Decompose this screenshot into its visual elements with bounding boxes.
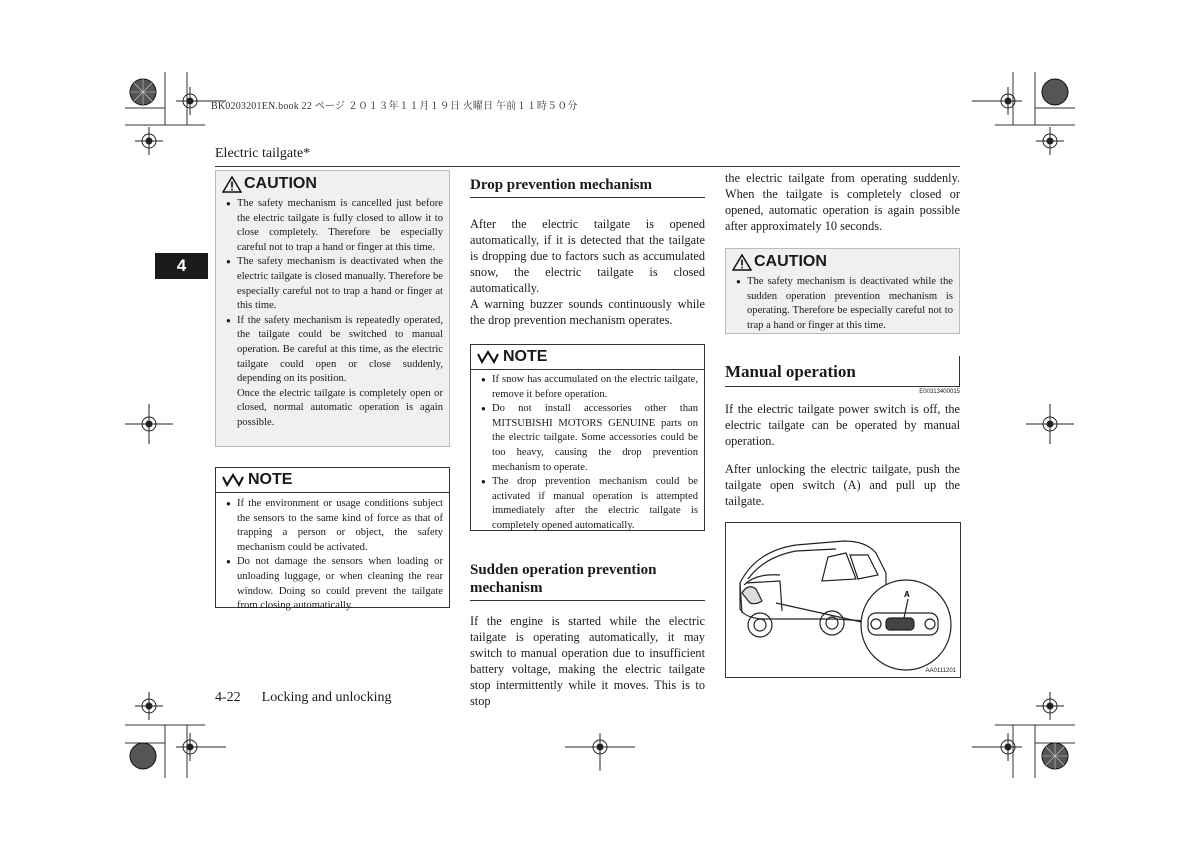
- list-item: ● Do not install accessories other than MITSUBISHI MOTORS GENUINE parts on the electric tailgate. Some accessories could be too heavy, causing the drop prevention mechanism to operate.: [481, 402, 698, 475]
- list-item: ● The drop prevention mechanism could be activated if manual operation is attempted immediately after the electric tailgate is completely opened automatically.: [481, 475, 698, 533]
- registration-mark-icon: [972, 87, 1022, 115]
- list-item: ● The safety mechanism is deactivated while the sudden operation prevention mechanism is operating. Therefore be especially careful not to trap a hand or finger at this time.: [736, 275, 953, 333]
- registration-mark-icon: [565, 733, 635, 771]
- paragraph: the electric tailgate from operating suddenly. When the tailgate is completely closed or opened, automatic operation is again possible after approximately 10 seconds.: [725, 171, 960, 233]
- note-label: NOTE: [248, 471, 293, 488]
- section-code: E00313400015: [919, 389, 960, 395]
- warning-triangle-icon: [732, 254, 752, 271]
- list-item: ● The safety mechanism is cancelled just before the electric tailgate is fully closed to allow it to close completely. Therefore be especially careful not to trap a hand or finger at this time.: [226, 197, 443, 255]
- registration-mark-icon: [176, 733, 226, 761]
- chapter-tab: 4: [155, 253, 208, 279]
- registration-mark-icon: [135, 692, 163, 720]
- caution-label: CAUTION: [244, 175, 317, 192]
- list-item: ● The safety mechanism is deactivated when the electric tailgate is closed manually. Therefore be especially careful not to trap a hand or finger at this time.: [226, 255, 443, 313]
- paragraph: After unlocking the electric tailgate, push the tailgate open switch (A) and pull up the tailgate.: [725, 462, 960, 508]
- footer-section: Locking and unlocking: [261, 690, 392, 705]
- registration-mark-icon: [1036, 127, 1064, 155]
- note-label: NOTE: [503, 348, 548, 365]
- paragraph: If the electric tailgate power switch is off, the electric tailgate can be operated by manual operation.: [725, 402, 960, 448]
- print-header: BK0203201EN.book 22 ページ ２０１３年１１月１９日 火曜日 午前１１時５０分: [211, 101, 578, 112]
- header-rule: [215, 166, 960, 167]
- paragraph: After the electric tailgate is opened automatically, if it is detected that the tailgate is dropping due to factors such as accumulated snow, the electric tailgate is closed automatically.: [470, 217, 705, 295]
- caution-heading: [216, 171, 449, 195]
- caution-box: [215, 170, 450, 447]
- list-item: ● If snow has accumulated on the electric tailgate, remove it before operation.: [481, 373, 698, 402]
- section-heading: Sudden operation prevention mechanism: [470, 561, 705, 601]
- column-left: [215, 170, 450, 612]
- caution-label: CAUTION: [754, 253, 827, 270]
- figure-code: AA0111201: [925, 668, 956, 674]
- section-heading: Drop prevention mechanism: [470, 176, 705, 198]
- column-middle: [470, 170, 705, 709]
- note-check-icon: [477, 350, 499, 364]
- registration-mark-icon: [130, 743, 156, 769]
- caution-extra: Once the electric tailgate is completely open or closed, normal automatic operation is again possible.: [237, 387, 443, 428]
- caution-heading: [726, 249, 959, 273]
- note-check-icon: [222, 473, 244, 487]
- car-rear-illustration: [726, 523, 960, 677]
- column-right: [725, 170, 960, 509]
- page-footer: [215, 690, 392, 706]
- warning-triangle-icon: [222, 176, 242, 193]
- list-item: ● Do not damage the sensors when loading or unloading luggage, or when cleaning the rear window. Doing so could prevent the tailgate from closing automatically.: [226, 555, 443, 613]
- note-box: [470, 344, 705, 531]
- list-item: ● If the environment or usage conditions subject the sensors to the same kind of force as that of trapping a person or object, the safety mechanism could be activated.: [226, 497, 443, 555]
- registration-mark-icon: [972, 733, 1022, 761]
- caution-box: [725, 248, 960, 334]
- note-heading: [471, 345, 704, 370]
- registration-mark-icon: [130, 79, 156, 105]
- note-box: [215, 467, 450, 612]
- running-title: Electric tailgate*: [215, 146, 311, 161]
- registration-mark-icon: [1042, 743, 1068, 769]
- figure-label-a: A: [904, 590, 910, 599]
- page-number: 4-22: [215, 690, 241, 705]
- registration-mark-icon: [1036, 692, 1064, 720]
- registration-mark-icon: [1026, 404, 1074, 444]
- paragraph: If the engine is started while the electric tailgate is operating automatically, it may switch to manual operation due to insufficient battery voltage, making the electric tailgate stop intermittently while it moves. This is to stop: [470, 614, 705, 708]
- registration-mark-icon: [1042, 79, 1068, 105]
- section-heading: Manual operation: [725, 356, 960, 387]
- paragraph: A warning buzzer sounds continuously while the drop prevention mechanism operates.: [470, 297, 705, 327]
- list-item: ● If the safety mechanism is repeatedly operated, the tailgate could be switched to manual operation. Be careful at this time, as the electric tailgate could open or close suddenly, depending on its position.: [226, 314, 443, 387]
- tailgate-illustration: [725, 522, 961, 678]
- registration-mark-icon: [135, 127, 163, 155]
- note-heading: [216, 468, 449, 493]
- registration-mark-icon: [125, 404, 173, 444]
